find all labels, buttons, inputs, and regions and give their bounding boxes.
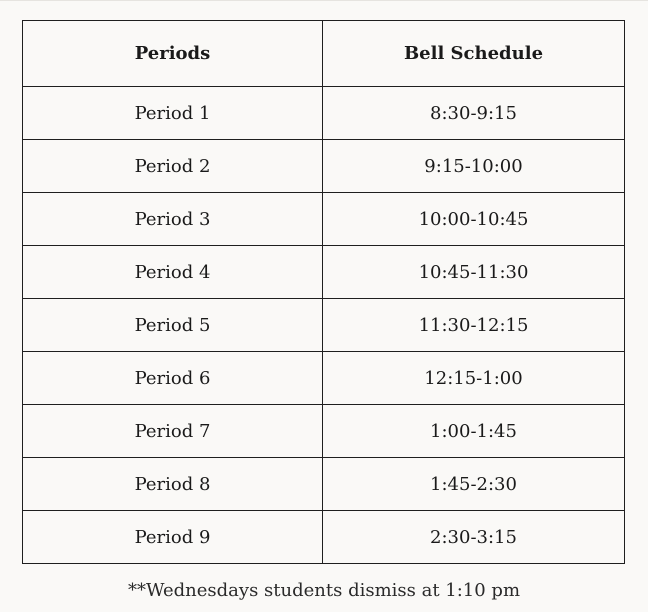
time-cell: 1:00-1:45 [323,405,625,458]
period-cell: Period 8 [23,458,323,511]
time-cell: 1:45-2:30 [323,458,625,511]
period-cell: Period 6 [23,352,323,405]
bell-schedule-table [22,20,625,564]
column-header-periods: Periods [23,21,323,87]
time-cell: 8:30-9:15 [323,87,625,140]
period-cell: Period 1 [23,87,323,140]
wednesday-dismissal-note: **Wednesdays students dismiss at 1:10 pm [127,580,521,601]
table-row [23,352,625,405]
table-row [23,405,625,458]
time-cell: 10:45-11:30 [323,246,625,299]
period-cell: Period 5 [23,299,323,352]
table-row [23,458,625,511]
period-cell: Period 4 [23,246,323,299]
table-row [23,299,625,352]
time-cell: 2:30-3:15 [323,511,625,564]
table-row [23,193,625,246]
column-header-bell-schedule: Bell Schedule [323,21,625,87]
table-header-row [23,21,625,87]
time-cell: 12:15-1:00 [323,352,625,405]
table-row [23,246,625,299]
period-cell: Period 7 [23,405,323,458]
table-row [23,87,625,140]
table-row [23,511,625,564]
period-cell: Period 9 [23,511,323,564]
table-row [23,140,625,193]
time-cell: 10:00-10:45 [323,193,625,246]
time-cell: 9:15-10:00 [323,140,625,193]
top-divider [0,0,648,1]
time-cell: 11:30-12:15 [323,299,625,352]
period-cell: Period 2 [23,140,323,193]
period-cell: Period 3 [23,193,323,246]
